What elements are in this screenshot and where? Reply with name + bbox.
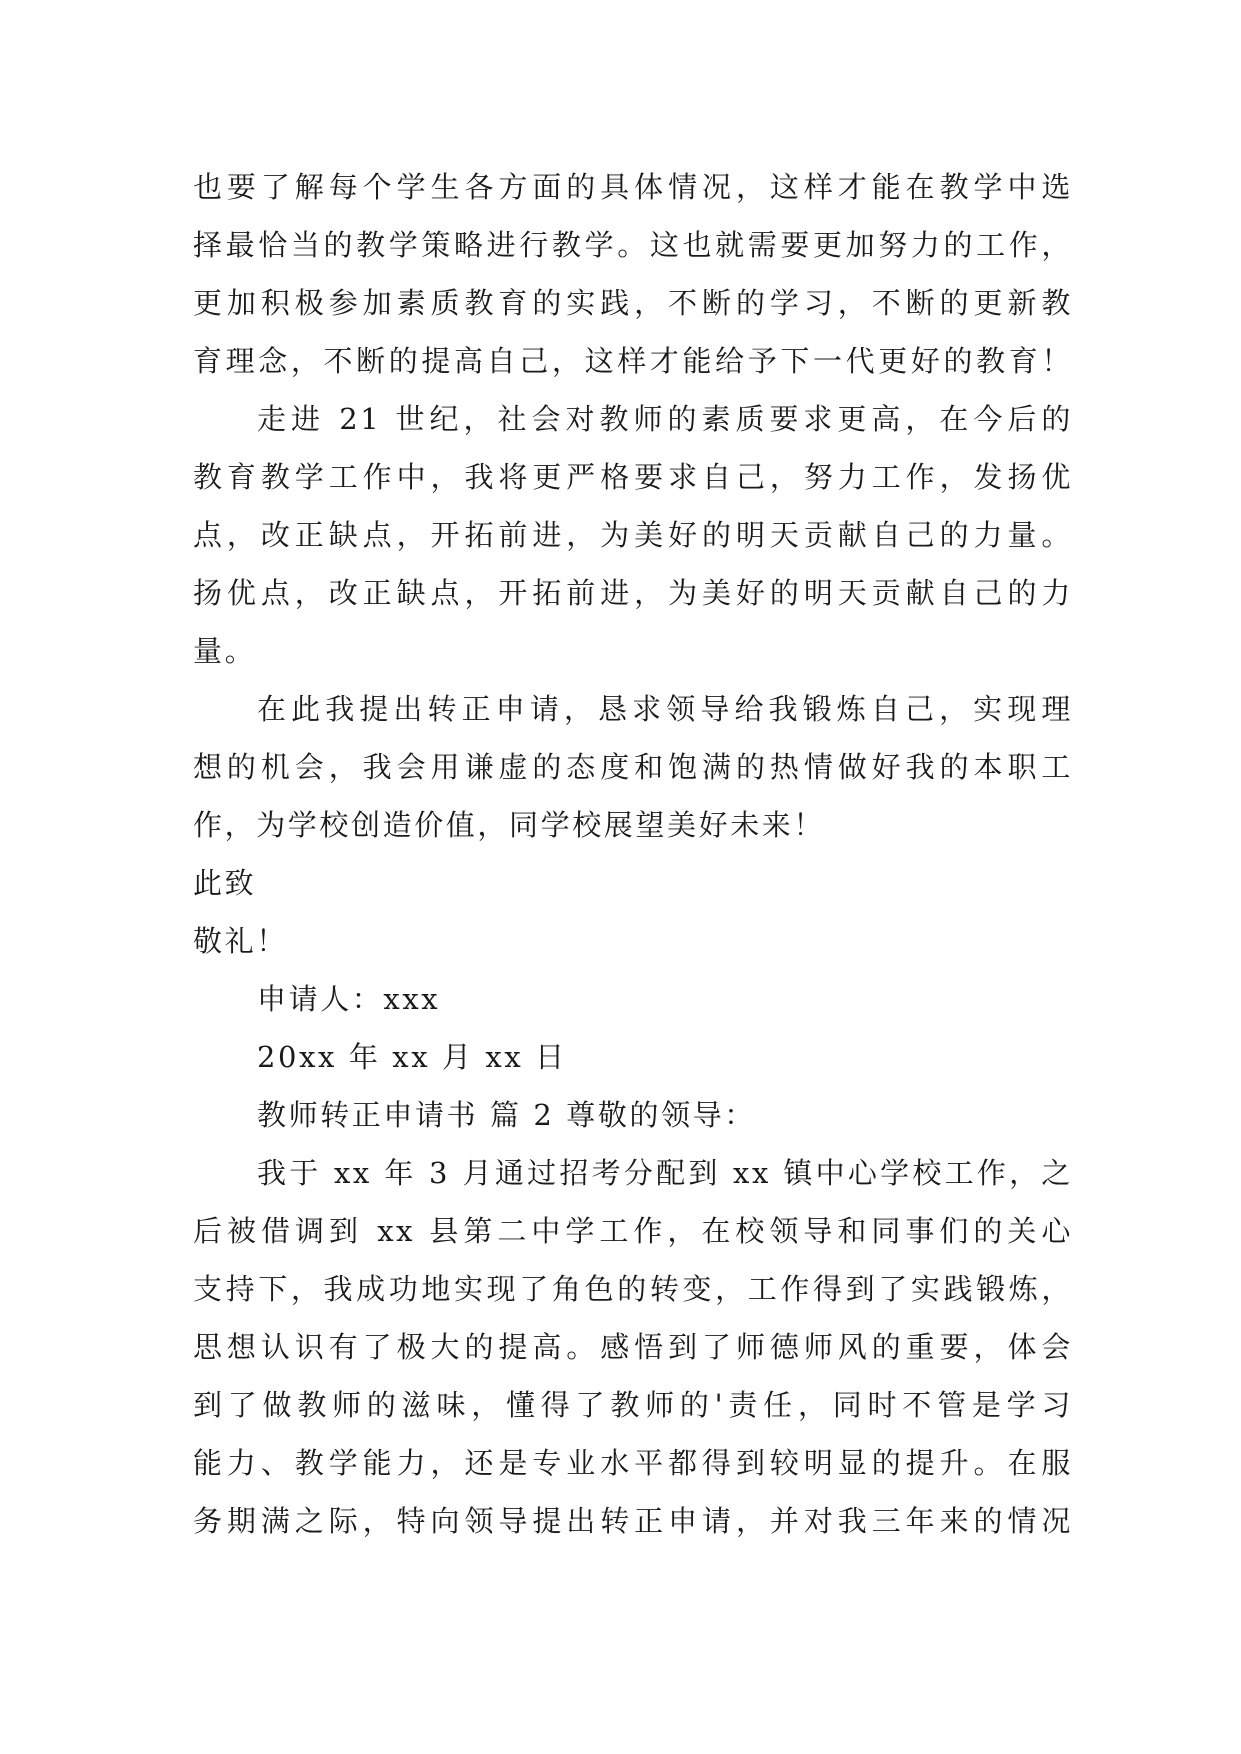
text-line: 走进 21 世纪，社会对教师的素质要求更高，在今后的: [257, 402, 1073, 436]
text-line: 能力、教学能力，还是专业水平都得到较明显的提升。在服: [193, 1446, 1073, 1480]
text-line: 后被借调到 xx 县第二中学工作，在校领导和同事们的关心: [193, 1214, 1073, 1248]
text-line: 教育教学工作中，我将更严格要求自己，努力工作，发扬优: [193, 460, 1073, 494]
document-body: [193, 158, 1073, 1550]
text-line: 想的机会，我会用谦虚的态度和饱满的热情做好我的本职工: [193, 750, 1073, 784]
text-line: 育理念，不断的提高自己，这样才能给予下一代更好的教育！: [193, 344, 1073, 378]
text-line: 到了做教师的滋味，懂得了教师的'责任，同时不管是学习: [193, 1388, 1073, 1422]
text-line: 也要了解每个学生各方面的具体情况，这样才能在教学中选: [193, 170, 1073, 204]
text-line: 量。: [193, 634, 257, 668]
text-line: 扬优点，改正缺点，开拓前进，为美好的明天贡献自己的力: [193, 576, 1073, 610]
text-line: 作，为学校创造价值，同学校展望美好未来！: [193, 808, 826, 842]
text-line: 更加积极参加素质教育的实践，不断的学习，不断的更新教: [193, 286, 1073, 320]
text-line: 务期满之际，特向领导提出转正申请，并对我三年来的情况: [193, 1504, 1073, 1538]
text-line: 在此我提出转正申请，恳求领导给我锻炼自己，实现理: [257, 692, 1073, 726]
salutation-line: 敬礼！: [193, 924, 288, 958]
text-line: 我于 xx 年 3 月通过招考分配到 xx 镇中心学校工作，之: [257, 1156, 1073, 1190]
applicant-line: 申请人：xxx: [257, 982, 441, 1016]
date-line: 20xx 年 xx 月 xx 日: [257, 1040, 567, 1074]
text-line: 择最恰当的教学策略进行教学。这也就需要更加努力的工作，: [193, 228, 1073, 262]
salutation-line: 此致: [193, 866, 257, 900]
text-line: 思想认识有了极大的提高。感悟到了师德师风的重要，体会: [193, 1330, 1073, 1364]
section-heading: 教师转正申请书 篇 2 尊敬的领导：: [257, 1098, 756, 1132]
text-line: 支持下，我成功地实现了角色的转变，工作得到了实践锻炼，: [193, 1272, 1073, 1306]
text-line: 点，改正缺点，开拓前进，为美好的明天贡献自己的力量。: [193, 518, 1073, 552]
